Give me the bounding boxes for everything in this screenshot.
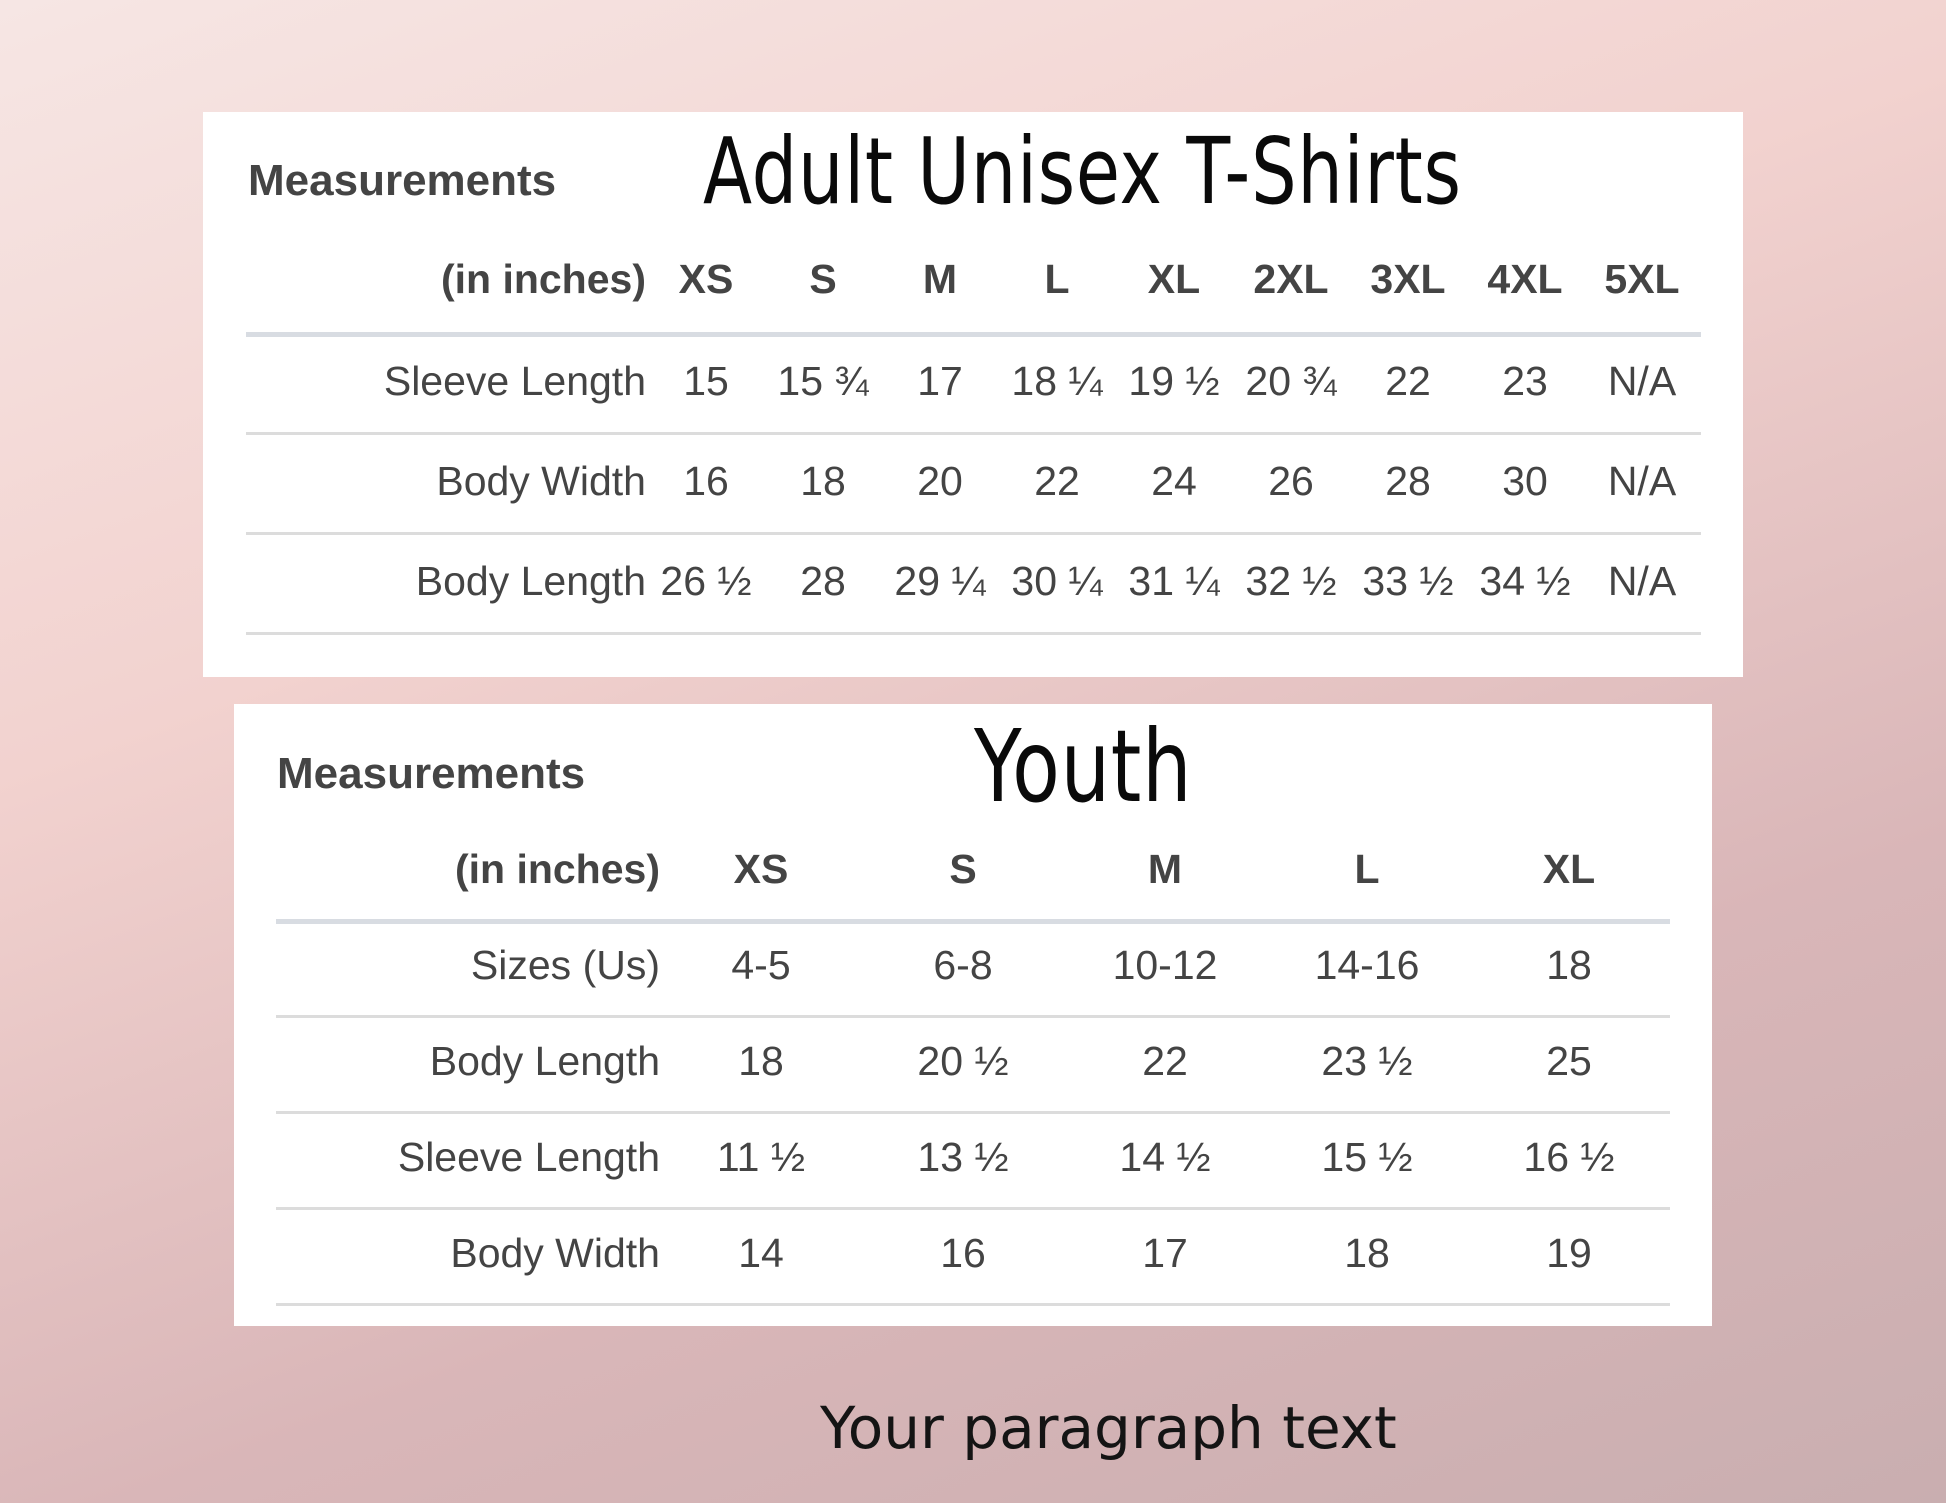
- row-label: Body Width: [436, 458, 646, 504]
- adult-size-table: [203, 112, 1743, 677]
- youth-table-title: Youth: [974, 708, 1193, 825]
- table-cell: N/A: [1607, 358, 1677, 404]
- table-cell: 28: [1385, 458, 1431, 504]
- youth-size-table: [234, 704, 1712, 1326]
- divider: [276, 1303, 1670, 1306]
- column-header: S: [809, 256, 837, 302]
- table-cell: 22: [1385, 358, 1431, 404]
- column-header: XL: [1147, 256, 1201, 302]
- table-cell: 20 ½: [917, 1038, 1009, 1084]
- table-cell: 22: [1034, 458, 1080, 504]
- divider: [276, 1207, 1670, 1210]
- column-header: XS: [678, 256, 734, 302]
- divider: [246, 432, 1701, 435]
- table-cell: 30: [1502, 458, 1548, 504]
- table-cell: 30 ¼: [1011, 558, 1103, 604]
- table-cell: 19: [1546, 1230, 1592, 1276]
- table-cell: 15 ¾: [777, 358, 869, 404]
- adult-unit-label: (in inches): [440, 256, 646, 302]
- row-label: Body Length: [429, 1038, 660, 1084]
- table-cell: 6-8: [933, 942, 993, 988]
- row-label: Sizes (Us): [470, 942, 660, 988]
- table-cell: 18: [738, 1038, 784, 1084]
- table-cell: 18: [1546, 942, 1592, 988]
- column-header: S: [949, 846, 977, 892]
- table-cell: 26: [1268, 458, 1314, 504]
- table-cell: 15 ½: [1321, 1134, 1413, 1180]
- divider: [246, 332, 1701, 337]
- table-cell: N/A: [1607, 558, 1677, 604]
- table-cell: 16 ½: [1523, 1134, 1615, 1180]
- column-header: L: [1044, 256, 1070, 302]
- column-header: XL: [1542, 846, 1596, 892]
- column-header: M: [1147, 846, 1183, 892]
- table-cell: 17: [917, 358, 963, 404]
- youth-unit-label: (in inches): [454, 846, 660, 892]
- table-cell: 31 ¼: [1128, 558, 1220, 604]
- table-cell: 10-12: [1112, 942, 1218, 988]
- table-cell: 20 ¾: [1245, 358, 1337, 404]
- table-cell: 19 ½: [1128, 358, 1220, 404]
- table-cell: 13 ½: [917, 1134, 1009, 1180]
- table-cell: 14: [738, 1230, 784, 1276]
- table-cell: N/A: [1607, 458, 1677, 504]
- table-cell: 26 ½: [660, 558, 752, 604]
- divider: [276, 919, 1670, 924]
- table-cell: 33 ½: [1362, 558, 1454, 604]
- column-header: 5XL: [1604, 256, 1680, 302]
- row-label: Sleeve Length: [397, 1134, 660, 1180]
- row-label: Sleeve Length: [383, 358, 646, 404]
- column-header: M: [922, 256, 958, 302]
- table-cell: 24: [1151, 458, 1197, 504]
- adult-measurements-label: Measurements: [248, 156, 557, 205]
- divider: [246, 532, 1701, 535]
- table-cell: 32 ½: [1245, 558, 1337, 604]
- table-cell: 23: [1502, 358, 1548, 404]
- table-cell: 20: [917, 458, 963, 504]
- column-header: 3XL: [1370, 256, 1446, 302]
- row-label: Body Length: [415, 558, 646, 604]
- table-cell: 16: [940, 1230, 986, 1276]
- table-cell: 28: [800, 558, 846, 604]
- table-cell: 14-16: [1314, 942, 1420, 988]
- table-cell: 16: [683, 458, 729, 504]
- table-cell: 34 ½: [1479, 558, 1571, 604]
- table-cell: 18: [1344, 1230, 1390, 1276]
- table-cell: 11 ½: [716, 1134, 806, 1180]
- table-cell: 15: [683, 358, 729, 404]
- divider: [246, 632, 1701, 635]
- table-cell: 25: [1546, 1038, 1592, 1084]
- divider: [276, 1111, 1670, 1114]
- youth-measurements-label: Measurements: [277, 749, 586, 798]
- table-cell: 4-5: [731, 942, 791, 988]
- table-cell: 18: [800, 458, 846, 504]
- adult-table-title: Adult Unisex T-Shirts: [703, 118, 1462, 225]
- column-header: XS: [733, 846, 789, 892]
- table-cell: 29 ¼: [894, 558, 986, 604]
- column-header: L: [1354, 846, 1380, 892]
- divider: [276, 1015, 1670, 1018]
- table-cell: 22: [1142, 1038, 1188, 1084]
- column-header: 2XL: [1253, 256, 1329, 302]
- table-cell: 17: [1142, 1230, 1188, 1276]
- table-cell: 18 ¼: [1011, 358, 1103, 404]
- row-label: Body Width: [450, 1230, 660, 1276]
- paragraph-text: Your paragraph text: [820, 1394, 1397, 1462]
- table-cell: 14 ½: [1119, 1134, 1211, 1180]
- column-header: 4XL: [1487, 256, 1563, 302]
- table-cell: 23 ½: [1321, 1038, 1413, 1084]
